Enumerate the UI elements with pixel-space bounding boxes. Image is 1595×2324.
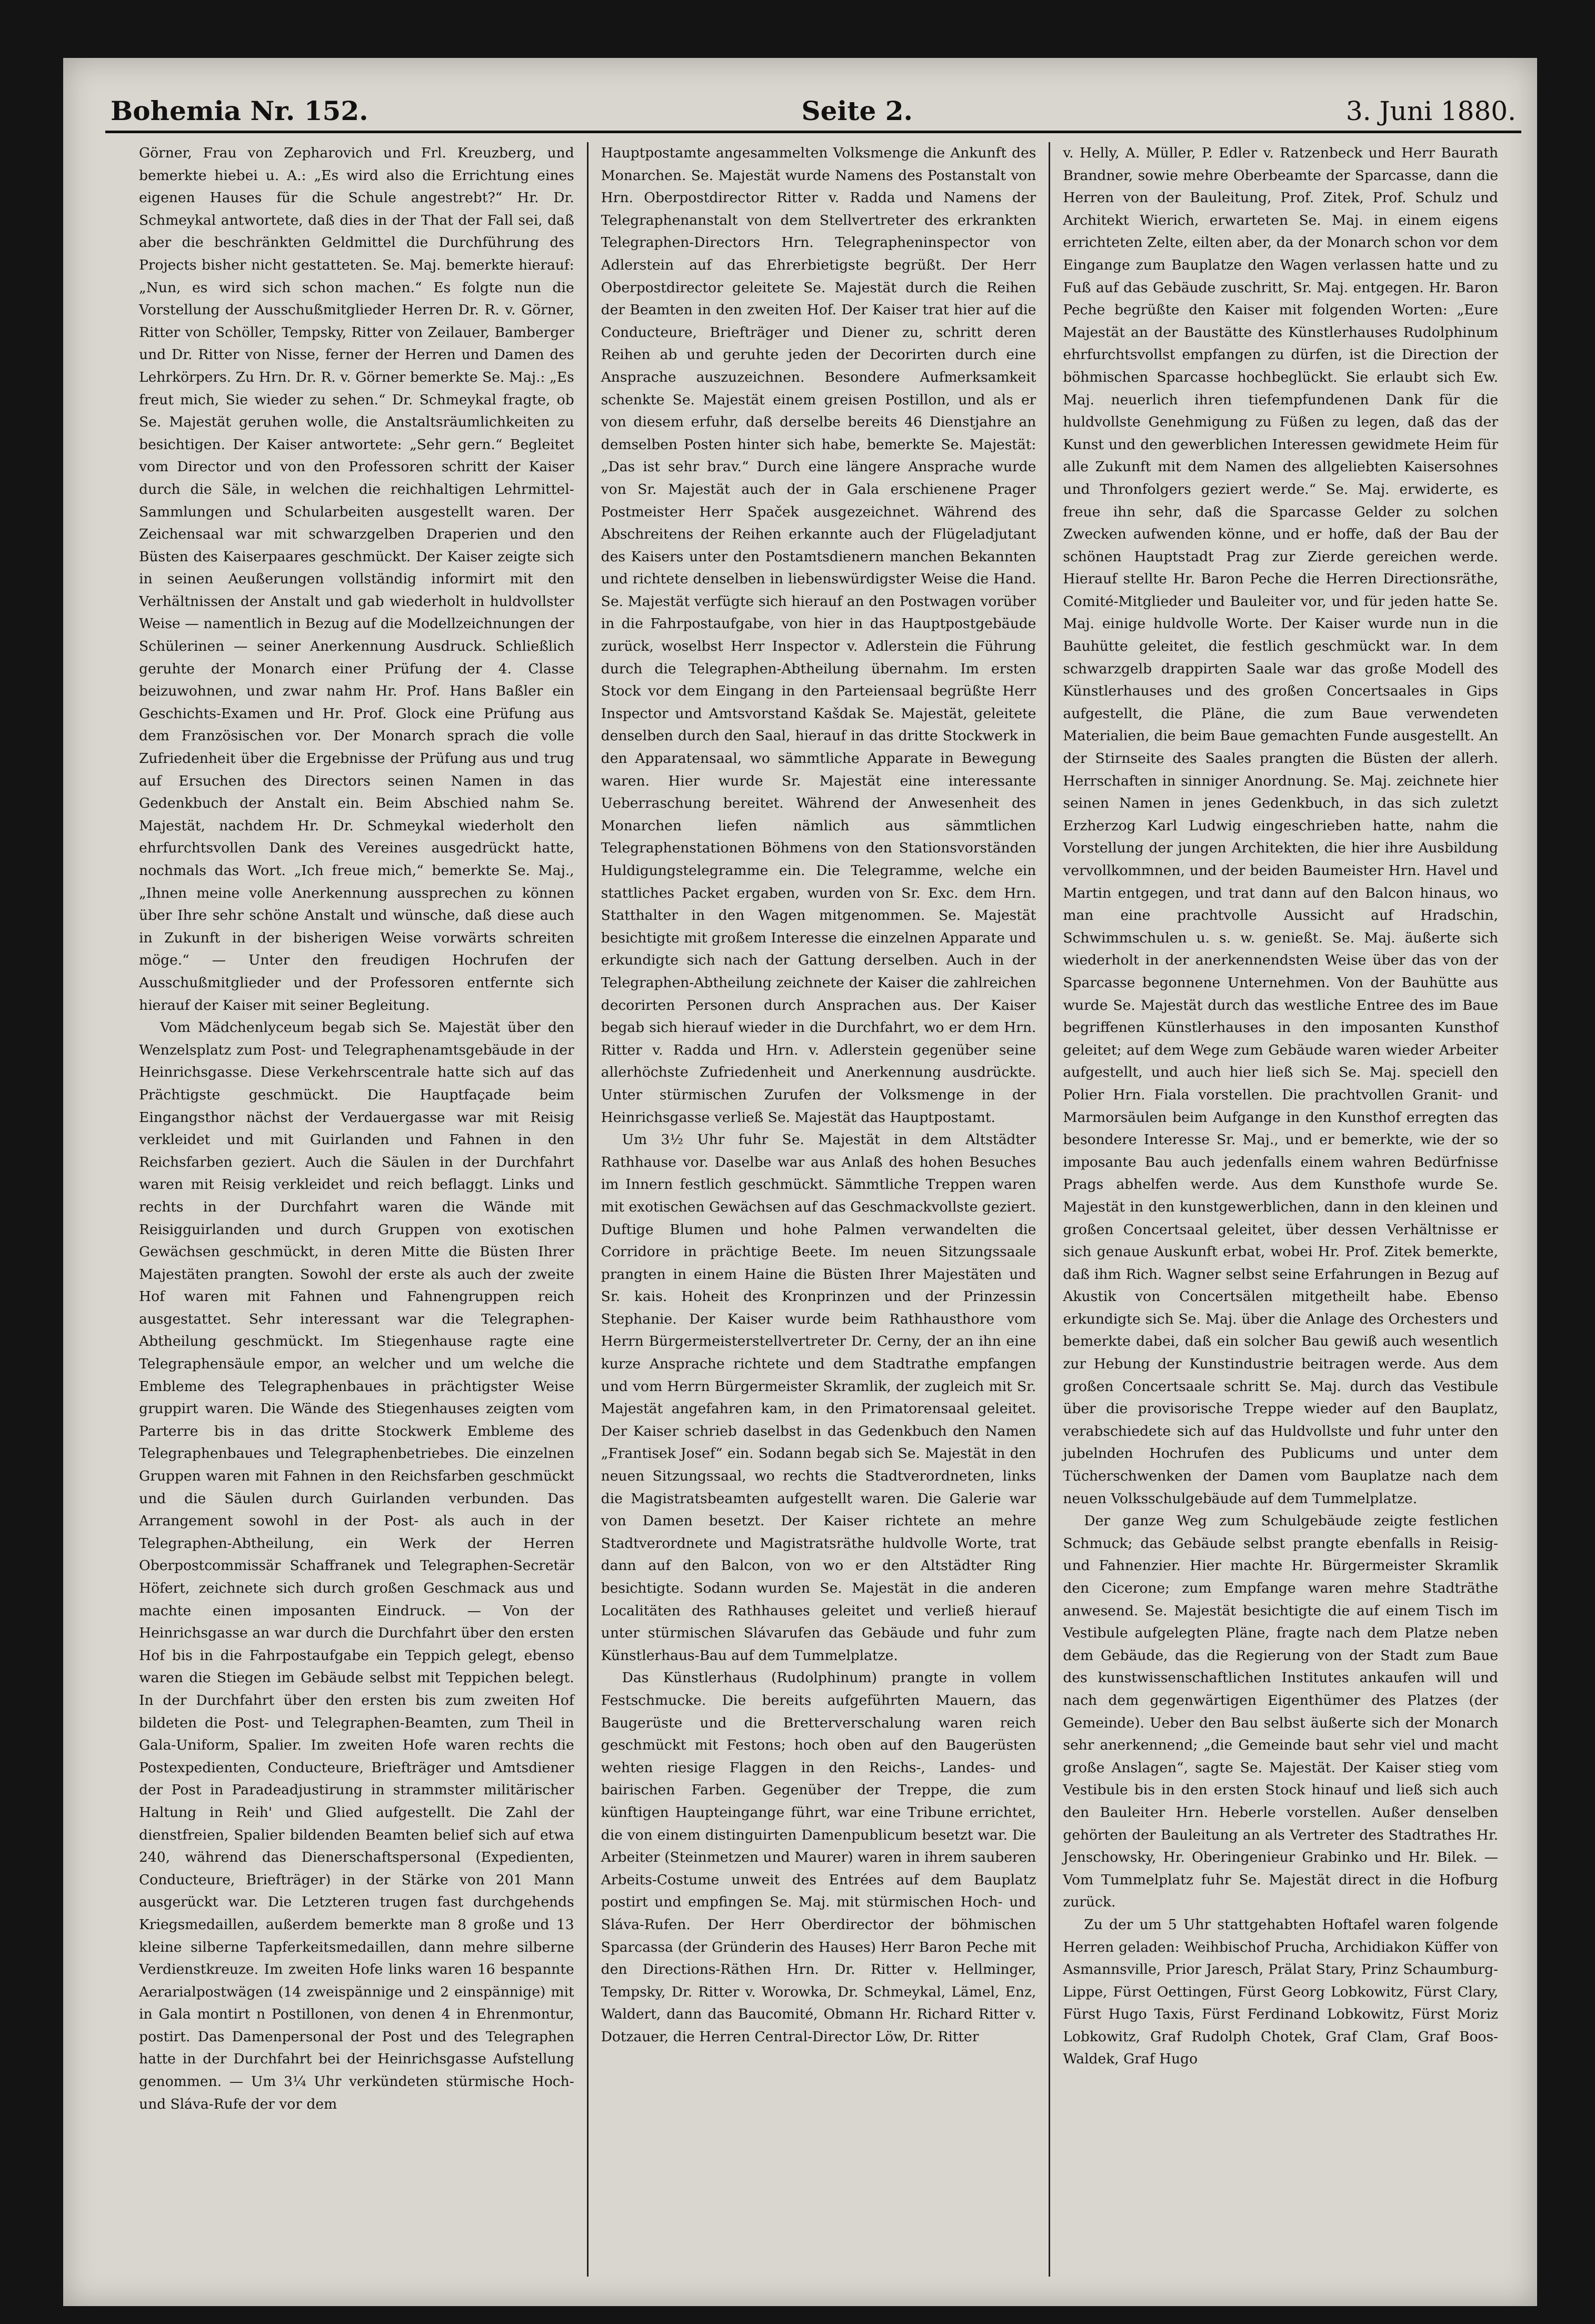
paragraph: Zu der um 5 Uhr stattgehabten Hoftafel waren folgende Herren geladen: Weihbischof Prucha, Archidiakon Küffer von Asmannsville, Prior Jaresch, Prälat Stary, Prinz Schaumburg-Lippe, Fürst Oettingen, Fürst Georg Lobkowitz, Fürst Clary, Fürst Hugo Taxis, Fürst Ferdinand Lobkowitz, Fürst Moriz Lobkowitz, Graf Rudolph Chotek, Graf Clam, Graf Boos-Waldek, Graf Hugo <box>1063 1916 1499 2068</box>
paragraph: Der ganze Weg zum Schulgebäude zeigte festlichen Schmuck; das Gebäude selbst prangte ebenfalls in Reisig- und Fahnenzier. Hier machte Hr. Bürgermeister Skramlik den Cicerone; zum Empfange waren mehre Stadträthe anwesend. Se. Majestät besichtigte die auf einem Tisch im Vestibule aufgelegten Pläne, fragte nach dem Platze neben dem Gebäude, das die Regierung von der Stadt zum Baue des kunstwissenschaftlichen Institutes ankaufen will und nach dem gegenwärtigen Eigenthümer des Platzes (der Gemeinde). Ueber den Bau selbst äußerte sich der Monarch sehr anerkennend; „die Gemeinde baut sehr viel und macht große Anslagen“, sagte Se. Majestät. Der Kaiser stieg vom Vestibule bis in den ersten Stock hinauf und ließ sich auch den Bauleiter Hrn. Heberle vorstellen. Außer denselben gehörten der Bauleitung an als Vertreter des Stadtrathes Hr. Jenschowsky, Hr. Oberingenieur Grabinko und Hr. Bilek. — Vom Tummelplatz fuhr Se. Majestät direct in die Hofburg zurück. <box>1063 1513 1499 1911</box>
column-3 <box>1049 142 1511 2277</box>
column-1 <box>126 142 587 2277</box>
issue-date: 3. Juni 1880. <box>1345 96 1516 126</box>
paragraph: Hauptpostamte angesammelten Volksmenge die Ankunft des Monarchen. Se. Majestät wurde Namens des Postanstalt von Hrn. Oberpostdirector Ritter v. Radda und Namens der Telegraphenanstalt von dem Stellvertreter des erkrankten Telegraphen-Directors Hrn. Telegrapheninspector von Adlerstein auf das Ehrerbietigste begrüßt. Der Herr Oberpostdirector geleitete Se. Majestät durch die Reihen der Beamten in den zweiten Hof. Der Kaiser trat hier auf die Conducteure, Briefträger und Diener zu, schritt deren Reihen ab und geruhte jeden der Decorirten durch eine Ansprache auszuzeichnen. Besondere Aufmerksamkeit schenkte Se. Majestät einem greisen Postillon, und als er von diesem erfuhr, daß derselbe bereits 46 Dienstjahre an demselben Posten hinter sich habe, bemerkte Se. Majestät: „Das ist sehr brav.“ Durch eine längere Ansprache wurde von Sr. Majestät auch der in Gala erschienene Prager Postmeister Herr Spaček ausgezeichnet. Während des Abschreitens der Reihen erkannte auch der Flügeladjutant des Kaisers unter den Postamtsdienern manchen Bekannten und richtete denselben in liebenswürdigster Weise die Hand. Se. Majestät verfügte sich hierauf an den Postwagen vorüber in die Fahrpostaufgabe, von hier in das Hauptpostgebäude zurück, woselbst Herr Inspector v. Adlerstein die Führung durch die Telegraphen-Abtheilung übernahm. Im ersten Stock vor dem Eingang in den Parteiensaal begrüßte Herr Inspector und Amtsvorstand Kašdak Se. Majestät, geleitete denselben durch den Saal, hierauf in das dritte Stockwerk in den Apparatensaal, wo sämmtliche Apparate in Bewegung waren. Hier wurde Sr. Majestät eine interessante Ueberraschung bereitet. Während der Anwesenheit des Monarchen liefen nämlich aus sämmtlichen Telegraphenstationen Böhmens von den Stationsvorständen Huldigungstelegramme ein. Die Telegramme, welche ein stattliches Packet ergaben, wurden von Sr. Exc. dem Hrn. Statthalter in den Wagen mitgenommen. Se. Majestät besichtigte mit großem Interesse die einzelnen Apparate und erkundigte sich nach der Gattung derselben. Auch in der Telegraphen-Abtheilung zeichnete der Kaiser die zahlreichen decorirten Personen durch Ansprachen aus. Der Kaiser begab sich hierauf wieder in die Durchfahrt, wo er dem Hrn. Ritter v. Radda und Hrn. v. Adlerstein gegenüber seine allerhöchste Zufriedenheit und Anerkennung ausdrückte. Unter stürmischen Zurufen der Volksmenge in der Heinrichsgasse verließ Se. Majestät das Hauptpostamt. <box>601 145 1036 1126</box>
paragraph: Das Künstlerhaus (Rudolphinum) prangte in vollem Festschmucke. Die bereits aufgeführten Mauern, das Baugerüste und die Bretterverschalung waren reich geschmückt mit Festons; hoch oben auf den Baugerüsten wehten riesige Flaggen in den Reichs-, Landes- und bairischen Farben. Gegenüber der Treppe, die zum künftigen Haupteingange führt, war eine Tribune errichtet, die von einem distinguirten Damenpublicum besetzt war. Die Arbeiter (Steinmetzen und Maurer) waren in ihrem sauberen Arbeits-Costume unweit des Entrées auf dem Bauplatz postirt und empfingen Se. Maj. mit stürmischen Hoch- und Sláva-Rufen. Der Herr Oberdirector der böhmischen Sparcassa (der Gründerin des Hauses) Herr Baron Peche mit den Directions-Räthen Hrn. Dr. Ritter v. Hellminger, Tempsky, Dr. Ritter v. Worowka, Dr. Schmeykal, Lämel, Enz, Waldert, dann das Baucomité, Obmann Hr. Richard Ritter v. Dotzauer, die Herren Central-Director Löw, Dr. Ritter <box>601 1670 1036 2045</box>
article-columns <box>126 142 1511 2277</box>
newspaper-title: Bohemia Nr. 152. <box>111 95 368 126</box>
paragraph: Um 3½ Uhr fuhr Se. Majestät in dem Altstädter Rathhause vor. Daselbe war aus Anlaß des hohen Besuches im Innern festlich geschmückt. Sämmtliche Treppen waren mit exotischen Gewächsen auf das Geschmackvollste geziert. Duftige Blumen und hohe Palmen verwandelten die Corridore in prächtige Beete. Im neuen Sitzungssaale prangten in einem Haine die Büsten Ihrer Majestäten und Sr. kais. Hoheit des Kronprinzen und der Prinzessin Stephanie. Der Kaiser wurde beim Rathhausthore vom Herrn Bürgermeisterstellvertreter Dr. Cerny, der an ihn eine kurze Ansprache richtete und dem Stadtrathe empfangen und vom Herrn Bürgermeister Skramlik, der zugleich mit Sr. Majestät angefahren kam, in den Primatorensaal geleitet. Der Kaiser schrieb daselbst in das Gedenkbuch den Namen „Frantisek Josef“ ein. Sodann begab sich Se. Majestät in den neuen Sitzungssaal, wo rechts die Stadtverordneten, links die Magistratsbeamten aufgestellt waren. Die Galerie war von Damen besetzt. Der Kaiser richtete an mehre Stadtverordnete und Magistratsräthe huldvolle Worte, trat dann auf den Balcon, von wo er den Altstädter Ring besichtigte. Sodann wurden Se. Majestät in die anderen Localitäten des Rathhauses geleitet und verließ hierauf unter stürmischen Slávarufen das Gebäude und fuhr zum Künstlerhaus-Bau auf dem Tummelplatze. <box>601 1131 1036 1664</box>
paragraph: Vom Mädchenlyceum begab sich Se. Majestät über den Wenzelsplatz zum Post- und Telegraphenamtsgebäude in der Heinrichsgasse. Diese Verkehrscentrale hatte sich auf das Prächtigste geschmückt. Die Hauptfaçade beim Eingangsthor nächst der Verdauergasse war mit Reisig verkleidet und mit Guirlanden und Fahnen in den Reichsfarben geziert. Auch die Säulen in der Durchfahrt waren mit Reisig verkleidet und reich beflaggt. Links und rechts in der Durchfahrt waren die Wände mit Reisigguirlanden und durch Gruppen von exotischen Gewächsen geschmückt, in deren Mitte die Büsten Ihrer Majestäten prangten. Sowohl der erste als auch der zweite Hof waren mit Fahnen und Fahnengruppen reich ausgestattet. Sehr interessant war die Telegraphen-Abtheilung geschmückt. Im Stiegenhause ragte eine Telegraphensäule empor, an welcher und um welche die Embleme des Telegraphenbaues in prächtigster Weise gruppirt waren. Die Wände des Stiegenhauses zeigten vom Parterre bis in das dritte Stockwerk Embleme des Telegraphenbaues und Telegraphenbetriebes. Die einzelnen Gruppen waren mit Fahnen in den Reichsfarben geschmückt und die Säulen durch Guirlanden verbunden. Das Arrangement sowohl in der Post- als auch in der Telegraphen-Abtheilung, ein Werk der Herren Oberpostcommissär Schaffranek und Telegraphen-Secretär Höfert, zeichnete sich durch großen Geschmack aus und machte einen imposanten Eindruck. — Von der Heinrichsgasse an war durch die Durchfahrt über den ersten Hof bis in die Fahrpostaufgabe ein Teppich gelegt, ebenso waren die Stiegen im Gebäude selbst mit Teppichen belegt. In der Durchfahrt über den ersten bis zum zweiten Hof bildeten die Post- und Telegraphen-Beamten, zum Theil in Gala-Uniform, Spalier. Im zweiten Hofe waren rechts die Postexpedienten, Conducteure, Briefträger und Amtsdiener der Post in Paradeadjustirung in strammster militärischer Haltung in Reih' und Glied aufgestellt. Die Zahl der dienstfreien, Spalier bildenden Beamten belief sich auf etwa 240, während das Dienerschaftspersonal (Expedienten, Conducteure, Briefträger) in der Stärke von 201 Mann ausgerückt war. Die Letzteren trugen fast durchgehends Kriegsmedaillen, außerdem bemerkte man 8 große und 13 kleine silberne Tapferkeitsmedaillen, dann mehre silberne Verdienstkreuze. Im zweiten Hofe links waren 16 bespannte Aerarialpostwägen (14 zweispännige und 2 einspännige) mit in Gala montirt n Postillonen, von denen 4 in Ehrenmontur, postirt. Das Damenpersonal der Post und des Telegraphen hatte in der Durchfahrt bei der Heinrichsgasse Aufstellung genommen. — Um 3¼ Uhr verkündeten stürmische Hoch- und Sláva-Rufe der vor dem <box>139 1019 574 2112</box>
column-2 <box>587 142 1049 2277</box>
page-header <box>111 79 1516 126</box>
paragraph: v. Helly, A. Müller, P. Edler v. Ratzenbeck und Herr Baurath Brandner, sowie mehre Oberbeamte der Sparcasse, dann die Herren von der Bauleitung, Prof. Zitek, Prof. Schulz und Architekt Wierich, erwarteten Se. Maj. in einem eigens errichteten Zelte, eilten aber, da der Monarch schon vor dem Eingange zum Bauplatze den Wagen verlassen hatte und zu Fuß auf das Gebäude zuschritt, Sr. Maj. entgegen. Hr. Baron Peche begrüßte den Kaiser mit folgenden Worten: „Eure Majestät an der Baustätte des Künstlerhauses Rudolphinum ehrfurchtsvollst empfangen zu dürfen, ist die Direction der böhmischen Sparcasse hochbeglückt. Sie erlaubt sich Ew. Maj. neuerlich ihren tiefempfundenen Dank für die huldvollste Genehmigung zu Füßen zu legen, daß das der Kunst und den gewerblichen Interessen gewidmete Heim für alle Zukunft mit dem Namen des allgeliebten Kaisersohnes und Thronfolgers geziert werde.“ Se. Maj. erwiderte, es freue ihn sehr, daß die Sparcasse Gelder zu solchen Zwecken aufwenden könne, und er hoffe, daß der Bau der schönen Hauptstadt Prag zur Zierde gereichen werde. Hierauf stellte Hr. Baron Peche die Herren Directionsräthe, Comité-Mitglieder und Bauleiter vor, und für jeden hatte Se. Maj. einige huldvolle Worte. Der Kaiser wurde nun in die Bauhütte geleitet, die festlich geschmückt war. In dem schwarzgelb drappirten Saale war das große Modell des Künstlerhauses und des großen Concertsaales in Gips aufgestellt, die Pläne, die zum Baue verwendeten Materialien, die beim Baue gemachten Funde ausgestellt. An der Stirnseite des Saales prangten die Büsten der allerh. Herrschaften in sinniger Anordnung. Se. Maj. zeichnete hier seinen Namen in jenes Gedenkbuch, in das sich zuletzt Erzherzog Karl Ludwig eingeschrieben hatte, nahm die Vorstellung der jungen Architekten, die hier ihre Ausbildung vervollkommnen, und der beiden Baumeister Hrn. Havel und Martin entgegen, und trat dann auf den Balcon hinaus, wo man eine prachtvolle Aussicht auf Hradschin, Schwimmschulen u. s. w. genießt. Se. Maj. äußerte sich wiederholt in der anerkennendsten Weise über das von der Sparcasse begonnene Unternehmen. Von der Bauhütte aus wurde Se. Majestät durch das westliche Entree des im Baue begriffenen Künstlerhauses in den imposanten Kunsthof geleitet; auf dem Wege zum Gebäude waren wieder Arbeiter aufgestellt, und auch hier ließ sich Se. Maj. speciell den Polier Hrn. Fiala vorstellen. Die prachtvollen Granit- und Marmorsäulen beim Aufgange in den Kunsthof erregten das besondere Interesse Sr. Maj., und er bemerkte, wie der so imposante Bau auch jedenfalls einem wahren Bedürfnisse Prags abhelfen werde. Aus dem Kunsthofe wurde Se. Majestät in den kunstgewerblichen, dann in den kleinen und großen Concertsaal geleitet, über dessen Verhältnisse er sich genaue Auskunft erbat, wobei Hr. Prof. Zitek bemerkte, daß ihm Rich. Wagner selbst seine Erfahrungen in Bezug auf Akustik von Concertsälen mitgetheilt habe. Ebenso erkundigte sich Se. Maj. über die Anlage des Orchesters und bemerkte dabei, daß ein solcher Bau gewiß auch wesentlich zur Hebung der Kunstindustrie beitragen werde. Aus dem großen Concertsaale schritt Se. Maj. durch das Vestibule über die provisorische Treppe wieder auf den Bauplatz, verabschiedete sich auf das Huldvollste und fuhr unter den jubelnden Hochrufen des Publicums und unter dem Tücherschwenken der Damen vom Bauplatze nach dem neuen Volksschulgebäude auf dem Tummelplatze. <box>1063 145 1499 1507</box>
page-number: Seite 2. <box>801 95 913 126</box>
paragraph: Görner, Frau von Zepharovich und Frl. Kreuzberg, und bemerkte hiebei u. A.: „Es wird also die Errichtung eines eigenen Hauses für die Schule angestrebt?“ Hr. Dr. Schmeykal antwortete, daß dies in der That der Fall sei, daß aber die beschränkten Geldmittel die Durchführung des Projects bisher nicht gestatteten. Se. Maj. bemerkte hierauf: „Nun, es wird sich schon machen.“ Es folgte nun die Vorstellung der Ausschußmitglieder Herren Dr. R. v. Görner, Ritter von Schöller, Tempsky, Ritter von Zeilauer, Bamberger und Dr. Ritter von Nisse, ferner der Herren und Damen des Lehrkörpers. Zu Hrn. Dr. R. v. Görner bemerkte Se. Maj.: „Es freut mich, Sie wieder zu sehen.“ Dr. Schmeykal fragte, ob Se. Majestät geruhen wolle, die Anstaltsräumlichkeiten zu besichtigen. Der Kaiser antwortete: „Sehr gern.“ Begleitet vom Director und von den Professoren schritt der Kaiser durch die Säle, in welchen die reichhaltigen Lehrmittel-Sammlungen und Schularbeiten ausgestellt waren. Der Zeichensaal war mit schwarzgelben Draperien und den Büsten des Kaiserpaares geschmückt. Der Kaiser zeigte sich in seinen Aeußerungen vollständig informirt mit den Verhältnissen der Anstalt und gab wiederholt in huldvollster Weise — namentlich in Bezug auf die Modellzeichnungen der Schülerinen — seiner Anerkennung Ausdruck. Schließlich geruhte der Monarch einer Prüfung der 4. Classe beizuwohnen, und zwar nahm Hr. Prof. Hans Baßler ein Geschichts-Examen und Hr. Prof. Glock eine Prüfung aus dem Französischen vor. Der Monarch sprach die volle Zufriedenheit über die Ergebnisse der Prüfung aus und trug auf Ersuchen des Directors seinen Namen in das Gedenkbuch der Anstalt ein. Beim Abschied nahm Se. Majestät, nachdem Hr. Dr. Schmeykal wiederholt den ehrfurchtsvollen Dank des Vereines ausgedrückt hatte, nochmals das Wort. „Ich freue mich,“ bemerkte Se. Maj., „Ihnen meine volle Anerkennung aussprechen zu können über Ihre sehr schöne Anstalt und wünsche, daß diese auch in Zukunft in der bisherigen Weise vorwärts schreiten möge.“ — Unter den freudigen Hochrufen der Ausschußmitglieder und der Professoren entfernte sich hierauf der Kaiser mit seiner Begleitung. <box>139 145 574 1014</box>
header-rule <box>105 131 1521 133</box>
